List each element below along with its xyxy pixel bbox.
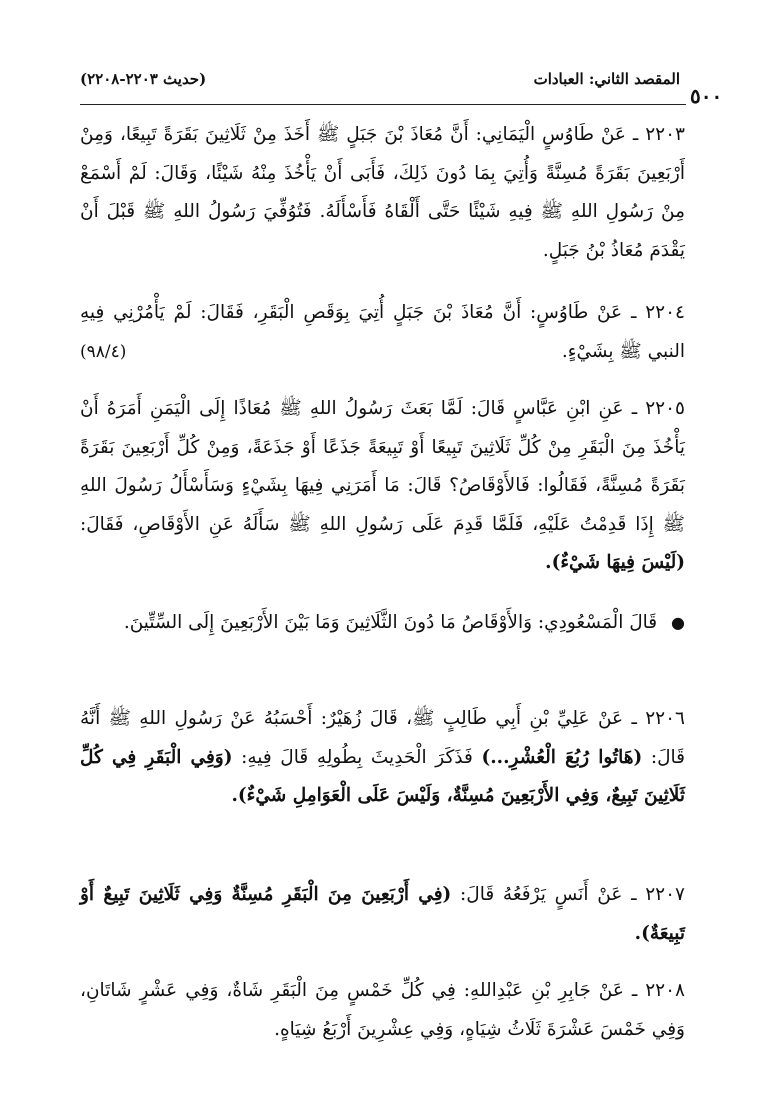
prophetic-saying: (فِي أَرْبَعِينَ مِنَ الْبَقَرِ مُسِنَّةٌ وَفِي ثَلَاثِينَ تَبِيعٌ أَوْ تَبِيعَةٌ). [80,884,685,944]
hadith-text-continued: فَذَكَرَ الْحَدِيثَ بِطُولِهِ قَالَ فِيهِ: [241,746,473,768]
commentary-note [80,604,685,643]
header-divider [80,104,686,105]
hadith-2207 [80,876,685,953]
hadith-text: ٢٢٠٥ ـ عَنِ ابْنِ عَبَّاسٍ قَالَ: لَمَّا بَعَثَ رَسُولُ اللهِ ﷺ مُعَاذًا إِلَى الْيَمَنِ أَمَرَهُ أَنْ يَأْخُذَ مِنَ الْبَقَرِ مِنْ كُلِّ ثَلَاثِينَ تَبِيعًا أَوْ تَبِيعَةً جَذَعًا أَوْ جَذَعَةً، وَمِنْ كُلِّ أَرْبَعِينَ بَقَرَةً بَقَرَةً مُسِنَّةً، فَقَالُوا: فَالأَوْقَاصُ؟ قَالَ: مَا أَمَرَنِي فِيهَا بِشَيْءٍ وَسَأَسْأَلُ رَسُولَ اللهِ ﷺ إِذَا قَدِمْتُ عَلَيْهِ، فَلَمَّا قَدِمَ عَلَى رَسُولِ اللهِ ﷺ سَأَلَهُ عَنِ الأَوْقَاصِ، فَقَالَ: [80,398,685,535]
bullet-icon: ● [671,613,685,632]
running-header [80,70,680,96]
hadith-text: ٢٢٠٤ ـ عَنْ طَاوُسٍ: أَنَّ مُعَاذَ بْنَ جَبَلٍ أُتِيَ بِوَقَصِ الْبَقَرِ، فَقَالَ: لَمْ يَأْمُرْنِي فِيهِ النبي ﷺ بِشَيْءٍ. [80,302,685,362]
note-text: قَالَ الْمَسْعُودِي: وَالأَوْقَاصُ مَا دُونَ الثَّلَاثِينَ وَمَا بَيْنَ الأَرْبَعِينَ إِلَى السِّتِّينَ. [123,612,658,633]
hadith-2205 [80,390,685,583]
volume-reference: (٩٨/٤) [80,341,127,362]
prophetic-saying: (لَيْسَ فِيهَا شَيْءٌ). [545,552,685,573]
hadith-text: ٢٢٠٨ ـ عَنْ جَابِرِ بْنِ عَبْدِاللهِ: فِي كُلِّ خَمْسٍ مِنَ الْبَقَرِ شَاةٌ، وَفِي عَشْرٍ شَاتَانِ، وَفِي خَمْسَ عَشْرَةَ ثَلَاثُ شِيَاهٍ، وَفِي عِشْرِينَ أَرْبَعُ شِيَاهٍ. [80,980,685,1040]
hadith-text: ٢٢٠٧ ـ عَنْ أَنَسٍ يَرْفَعُهُ قَالَ: [460,884,685,905]
hadith-2204 [80,294,685,371]
hadith-2208 [80,972,685,1049]
page-number: ٥٠٠ [690,84,723,108]
hadith-text: ٢٢٠٦ ـ عَنْ عَلِيِّ بْنِ أَبِي طَالِبٍ ﷺ، قَالَ زُهَيْرٌ: أَحْسَبُهُ عَنْ رَسُولِ اللهِ ﷺ أَنَّهُ قَالَ: [80,708,685,768]
chapter-title: المقصد الثاني: العبادات [533,70,680,88]
hadith-2206 [80,700,685,816]
prophetic-saying: (هَاتُوا رُبُعَ الْعُشْرِ...) [481,746,643,768]
hadith-2203 [80,116,685,270]
hadith-range: (حديث ٢٢٠٣-٢٢٠٨) [80,70,207,88]
hadith-text: ٢٢٠٣ ـ عَنْ طَاوُسٍ الْيَمَانِي: أَنَّ مُعَاذَ بْنَ جَبَلٍ ﷺ أَخَذَ مِنْ ثَلَاثِينَ بَقَرَةً تَبِيعًا، وَمِنْ أَرْبَعِينَ بَقَرَةً مُسِنَّةً وَأُتِيَ بِمَا دُونَ ذَلِكَ، فَأَبَى أَنْ يَأْخُذَ مِنْهُ شَيْئًا، وَقَالَ: لَمْ أَسْمَعْ مِنْ رَسُولِ اللهِ ﷺ فِيهِ شَيْئًا حَتَّى أَلْقَاهُ فَأَسْأَلَهُ. فَتُوُفِّيَ رَسُولُ اللهِ ﷺ قَبْلَ أَنْ يَقْدَمَ مُعَاذُ بْنُ جَبَلٍ. [80,124,685,261]
prophetic-saying-detail: (وَفِي الْبَقَرِ فِي كُلِّ ثَلَاثِينَ تَبِيعٌ، وَفِي الأَرْبَعِينَ مُسِنَّةٌ، وَلَيْسَ عَلَى الْعَوَامِلِ شَيْءٌ). [80,746,685,806]
